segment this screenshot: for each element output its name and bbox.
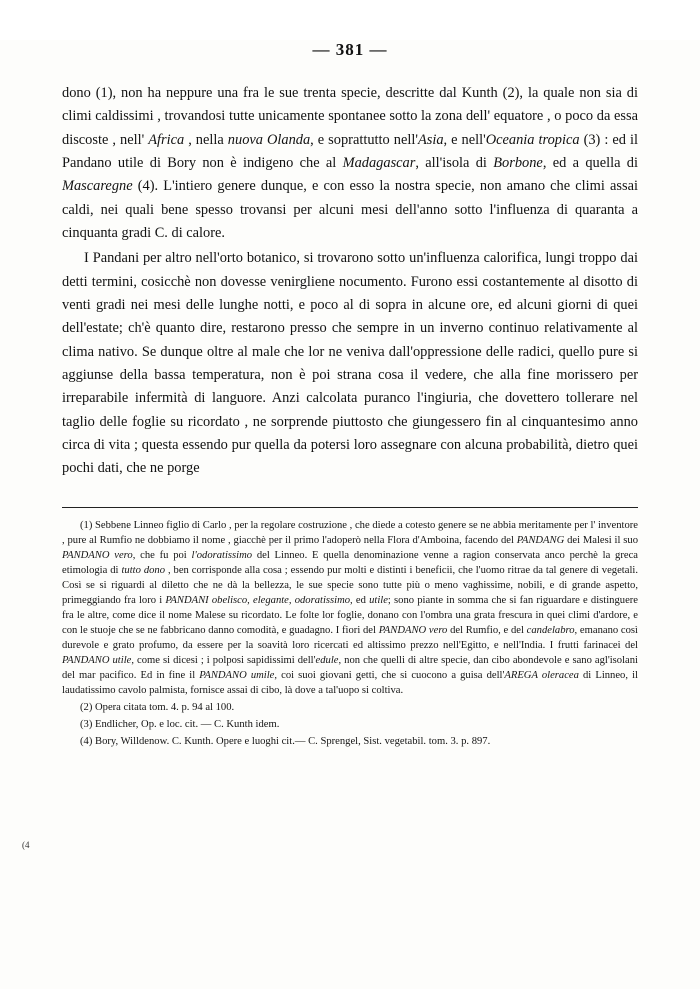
footnote-4: (4) Bory, Willdenow. C. Kunth. Opere e luoghi cit.— C. Sprengel, Sist. vegetabil. tom. 3. p. 897. xyxy=(80,736,491,748)
paragraph-2: I Pandani per altro nell'orto botanico, si trovarono sotto un'influenza calorifica, lungi troppo dai detti termini, cosicchè non dovesse venirgliene nocumento. Furono essi costantemente al disotto di venti gradi nei mesi delle lunghe notti, e poco al di sopra in alcune ore, ed alcuni giorni di quei dell'estate; ch'è quanto dire, restarono presso che sempre in un inverno continuo relativamente al clima nativo. Se dunque oltre al male che lor ne veniva dall'oppressione delle radici, quello pure si aggiunse della bassa temperatura, non è poi strana cosa il vedere, che alla fine morissero per irreparabile infermità di languore. Anzi calcolata puranco l'ingiuria, che dovettero tollerare nel taglio delle foglie su ricordato , ne sorprende piuttosto che giungessero fin al cinquantesimo anno circa di vita ; questa essendo pur quella da potersi loro assegnare con alcuna probabilità, dietro quei pochi dati, che ne porge xyxy=(62,250,638,477)
page-number: — 381 — xyxy=(312,40,388,59)
footnotes xyxy=(62,518,638,749)
footnote-1: (1) Sebbene Linneo figlio di Carlo , per la regolare costruzione , che diede a cotesto genere se ne abbia meritamente per l' inventore , pure al Rumfio ne dobbiamo il nome , giacchè per il primo l'adoperò nella Flora d'Amboina, facendo del PANDANG dei Malesi il suo PANDANO vero, che fu poi l'odoratissimo del Linneo. E quella denominazione venne a ragion conservata anco perchè la greca etimologia di tutto dono , ben corrisponde alla cosa ; essendo pur molti e distinti i beneficii, che l'uomo ritrae da tal genere di vegetali. Così se si riguardi al diletto che ne dà la bellezza, le sue specie sono tutte più o meno vaghissime, nobili, e di grande aspetto, primeggiando fra loro i PANDANI obelisco, elegante, odoratissimo, ed utile; sono piante in somma che si fan riguardare e distinguere fra le altre, come dice il nome Malese su ricordato. Le folte lor foglie, donano con l'ombra una grata frescura in quei climi d'ardore, e con le stuoje che se ne fabbricano danno comodità, e guadagno. I fiori del PANDANO vero del Rumfio, e del candelabro, emanano così durevole e grato profumo, da essere per la soavità loro ricercati ed altissimo prezzo nell'Egitto, e nell'India. I frutti farinacei del PANDANO utile, come si dicesi ; i polposi sapidissimi dell'edule, non che quelli di altre specie, dan cibo abondevole e sano agl'isolani del mar pacifico. Ed in fine il PANDANO umile, coi suoi giovani getti, che si cuocono a guisa dell'AREGA oleracea di Linneo, il laudatissimo cavolo palmista, fornisce assai di cibo, là dove a tal'uopo si coltiva. xyxy=(62,519,639,696)
footnote-3: (3) Endlicher, Op. e loc. cit. — C. Kunth idem. xyxy=(80,718,280,730)
margin-mark: (4 xyxy=(22,840,30,850)
paragraph-1: dono (1), non ha neppure una fra le sue trenta specie, descritte dal Kunth (2), la quale non sia di climi caldissimi , trovandosi tutte unicamente spontanee sotto la zona dell' equatore , o poco da essa discoste , nell' Africa , nella nuova Olanda, e soprattutto nell'Asia, e nell'Oceania tropica (3) : ed il Pandano utile di Bory non è indigeno che al Madagascar, all'isola di Borbone, ed a quella di Mascaregne (4). L'intiero genere dunque, e con esso la nostra specie, non amano che climi assai caldi, nei quali bene spesso trovansi per alcuni mesi dell'anno sotto l'influenza di quaranta a cinquanta gradi C. di calore. xyxy=(62,85,638,241)
body-text xyxy=(62,82,638,481)
footnote-2: (2) Opera citata tom. 4. p. 94 al 100. xyxy=(80,701,235,713)
document-page xyxy=(0,40,700,989)
footnote-divider xyxy=(62,507,638,508)
